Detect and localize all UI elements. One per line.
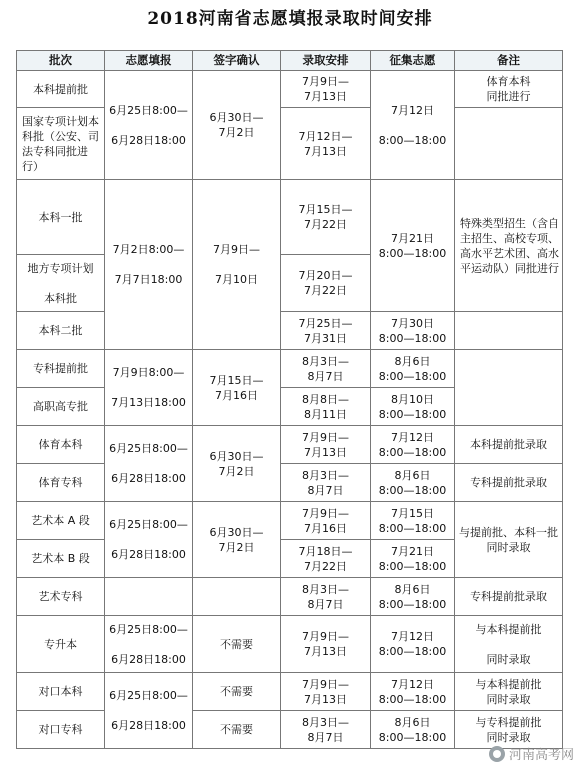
signature-period: 不需要 — [193, 711, 281, 749]
remark: 本科提前批录取 — [455, 426, 563, 464]
table-row — [17, 464, 563, 502]
admission-period: 7月25日— 7月31日 — [281, 312, 371, 350]
signature-period: 不需要 — [193, 616, 281, 673]
admission-period: 7月15日— 7月22日 — [281, 180, 371, 255]
signature-period: 6月30日— 7月2日 — [193, 426, 281, 502]
solicitation-period: 7月15日 8:00—18:00 — [371, 502, 455, 540]
remark: 与本科提前批 同时录取 — [455, 673, 563, 711]
signature-period: 7月15日— 7月16日 — [193, 350, 281, 426]
remark: 与本科提前批 同时录取 — [455, 616, 563, 673]
header-remarks: 备注 — [455, 51, 563, 71]
batch-name: 高职高专批 — [17, 388, 105, 426]
signature-period: 6月30日— 7月2日 — [193, 502, 281, 578]
solicitation-period: 8月6日 8:00—18:00 — [371, 464, 455, 502]
batch-name: 本科提前批 — [17, 71, 105, 108]
watermark-text: 河南高考网 — [508, 748, 574, 763]
solicitation-period: 7月12日 8:00—18:00 — [371, 426, 455, 464]
batch-name: 体育本科 — [17, 426, 105, 464]
remark: 与专科提前批 同时录取 — [455, 711, 563, 749]
page-title: 2018河南省志愿填报录取时间安排 — [147, 9, 433, 29]
application-period: 6月25日8:00— 6月28日18:00 — [105, 71, 193, 180]
application-period: 7月2日8:00— 7月7日18:00 — [105, 180, 193, 350]
solicitation-period: 8月10日 8:00—18:00 — [371, 388, 455, 426]
application-period-empty — [105, 578, 193, 616]
remark — [455, 312, 563, 350]
remark — [455, 350, 563, 426]
table-row — [17, 673, 563, 711]
table-row — [17, 502, 563, 540]
application-period: 6月25日8:00— 6月28日18:00 — [105, 616, 193, 673]
remark: 专科提前批录取 — [455, 578, 563, 616]
admission-period: 7月9日— 7月13日 — [281, 71, 371, 108]
solicitation-period: 7月12日 8:00—18:00 — [371, 616, 455, 673]
table-row — [17, 108, 563, 180]
admission-period: 7月9日— 7月13日 — [281, 616, 371, 673]
admission-period: 8月3日— 8月7日 — [281, 578, 371, 616]
watermark — [489, 744, 574, 763]
admission-period: 7月12日— 7月13日 — [281, 108, 371, 180]
solicitation-period: 7月12日 8:00—18:00 — [371, 71, 455, 180]
header-solicitation: 征集志愿 — [371, 51, 455, 71]
batch-name: 艺术本 A 段 — [17, 502, 105, 540]
header-application: 志愿填报 — [105, 51, 193, 71]
header-batch: 批次 — [17, 51, 105, 71]
solicitation-period: 8月6日 8:00—18:00 — [371, 578, 455, 616]
application-period: 6月25日8:00— 6月28日18:00 — [105, 673, 193, 749]
batch-name: 体育专科 — [17, 464, 105, 502]
table-row — [17, 426, 563, 464]
header-signature: 签字确认 — [193, 51, 281, 71]
solicitation-period: 7月21日 8:00—18:00 — [371, 540, 455, 578]
batch-name: 艺术专科 — [17, 578, 105, 616]
signature-period: 6月30日— 7月2日 — [193, 71, 281, 180]
application-period: 6月25日8:00— 6月28日18:00 — [105, 502, 193, 578]
wechat-account-icon — [489, 746, 505, 762]
batch-name: 专升本 — [17, 616, 105, 673]
solicitation-period: 7月30日 8:00—18:00 — [371, 312, 455, 350]
admission-period: 7月20日— 7月22日 — [281, 255, 371, 312]
batch-name: 对口本科 — [17, 673, 105, 711]
application-period: 6月25日8:00— 6月28日18:00 — [105, 426, 193, 502]
batch-name: 本科二批 — [17, 312, 105, 350]
application-period: 7月9日8:00— 7月13日18:00 — [105, 350, 193, 426]
signature-period-empty — [193, 578, 281, 616]
remark: 体育本科 同批进行 — [455, 71, 563, 108]
table-row — [17, 578, 563, 616]
table-row — [17, 71, 563, 108]
remark — [455, 108, 563, 180]
admission-period: 8月3日— 8月7日 — [281, 350, 371, 388]
solicitation-period: 7月21日 8:00—18:00 — [371, 180, 455, 312]
batch-name: 专科提前批 — [17, 350, 105, 388]
batch-name: 地方专项计划 本科批 — [17, 255, 105, 312]
batch-name: 对口专科 — [17, 711, 105, 749]
table-row — [17, 616, 563, 673]
batch-name: 艺术本 B 段 — [17, 540, 105, 578]
admission-period: 8月3日— 8月7日 — [281, 464, 371, 502]
table-row — [17, 180, 563, 255]
table-row — [17, 350, 563, 388]
header-admission: 录取安排 — [281, 51, 371, 71]
remark: 与提前批、本科一批 同时录取 — [455, 502, 563, 578]
admission-period: 7月9日— 7月13日 — [281, 673, 371, 711]
table-row — [17, 312, 563, 350]
remark: 专科提前批录取 — [455, 464, 563, 502]
table-header-row — [17, 51, 563, 71]
signature-period: 7月9日— 7月10日 — [193, 180, 281, 350]
admission-period: 8月3日— 8月7日 — [281, 711, 371, 749]
solicitation-period: 8月6日 8:00—18:00 — [371, 350, 455, 388]
admission-period: 7月9日— 7月16日 — [281, 502, 371, 540]
admission-period: 8月8日— 8月11日 — [281, 388, 371, 426]
admission-period: 7月18日— 7月22日 — [281, 540, 371, 578]
signature-period: 不需要 — [193, 673, 281, 711]
remark: 特殊类型招生（含自主招生、高校专项、高水平艺术团、高水平运动队）同批进行 — [455, 180, 563, 312]
solicitation-period: 7月12日 8:00—18:00 — [371, 673, 455, 711]
admission-schedule-table — [16, 50, 563, 749]
solicitation-period: 8月6日 8:00—18:00 — [371, 711, 455, 749]
batch-name: 国家专项计划本科批（公安、司法专科同批进行） — [17, 108, 105, 180]
admission-period: 7月9日— 7月13日 — [281, 426, 371, 464]
batch-name: 本科一批 — [17, 180, 105, 255]
table-row — [17, 711, 563, 749]
